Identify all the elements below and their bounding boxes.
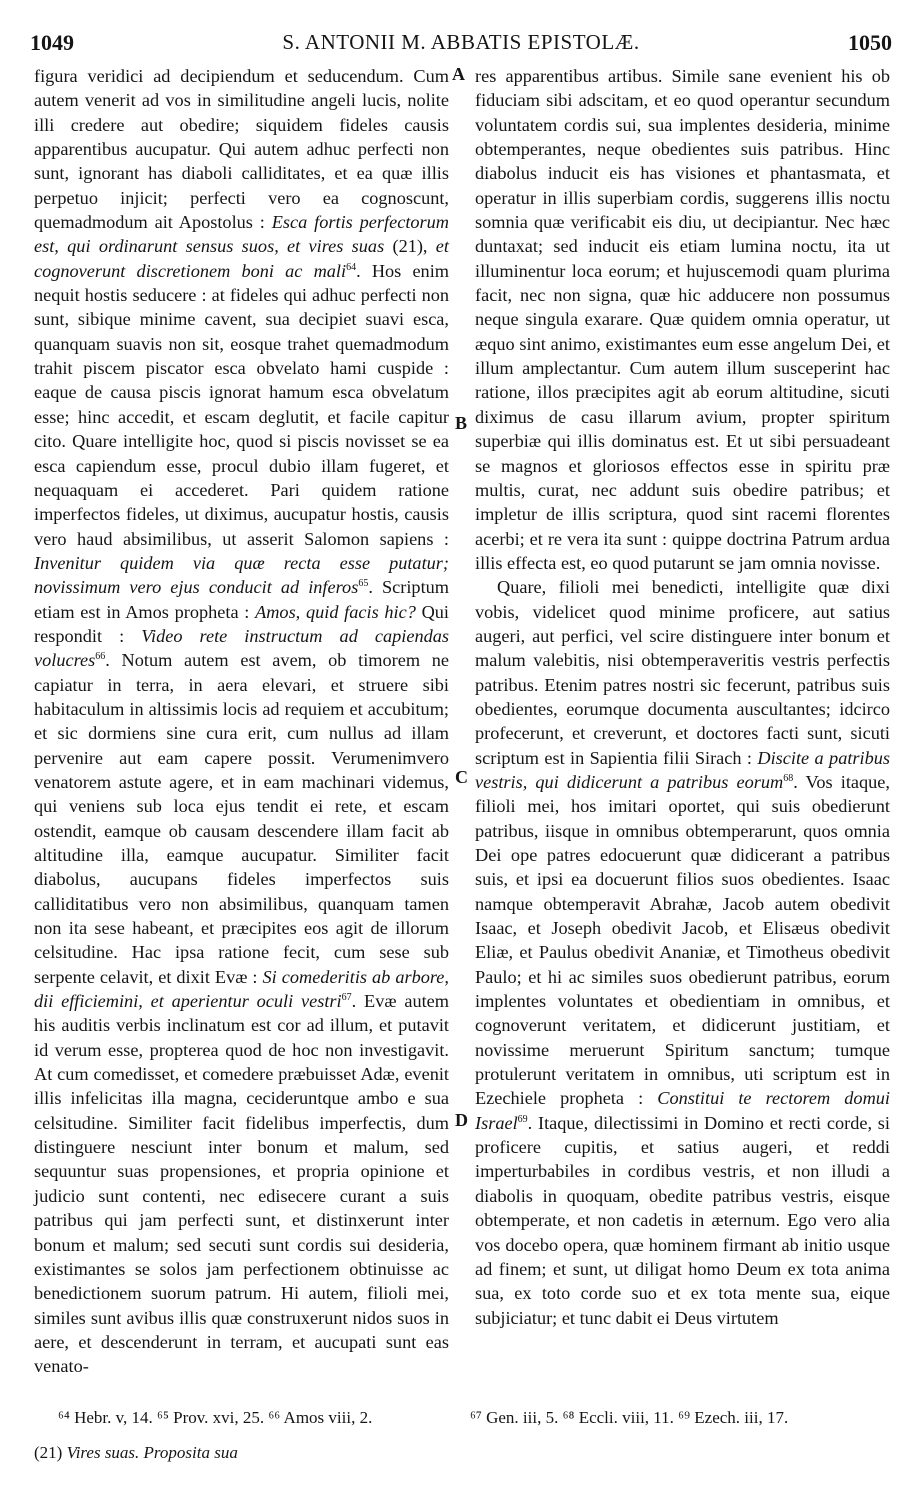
left-column	[34, 64, 449, 1379]
footnote-ref: 69	[517, 1113, 528, 1125]
footnotes-left: ⁶⁴ Hebr. v, 14. ⁶⁵ Prov. xvi, 25. ⁶⁶ Amos viii, 2.	[58, 1408, 373, 1427]
margin-letter-c: C	[455, 767, 468, 787]
running-title: S. ANTONII M. ABBATIS EPISTOLÆ.	[282, 30, 640, 54]
page-number-left: 1049	[30, 30, 74, 55]
editorial-note-text: Vires suas. Proposita sua	[66, 1443, 238, 1462]
footnote-ref: 66	[95, 651, 106, 663]
editorial-note-number: (21)	[34, 1443, 63, 1462]
footnote-ref: 67	[341, 991, 352, 1003]
margin-letter-d: D	[455, 1110, 468, 1130]
right-paragraph-1: res apparentibus artibus. Simile sane evenient his ob fiduciam sibi adscitam, et eo quod operantur secundum voluntatem cordis sui, sua implentes desideria, minime obtemperantes, neque obedientes suis patribus. Hinc diabolus inducit eis has visiones et phantasmata, et operatur in illis superbiam cordis, suggerens illis noctu somnia quæ verificabit eis diu, ut decipiantur. Nec hæc duntaxat; sed inducit eis etiam lumina noctu, ita ut illuminentur loca eorum; et hujuscemodi quam plurima facit, nec non signa, quæ hic adducere non possumus neque singula exarare. Quæ quidem omnia operatur, ut æquo sint animo, existimantes eum esse angelum Dei, et illum amplectantur. Cum autem illum susceperint hac ratione, illos præcipites agit ab eorum altitudine, sicuti diximus de casu illarum avium, propter spiritum superbiæ qui illis dominatus est. Et ut sibi persuadeant se magnos et gloriosos effectos esse in spiritu præ multis, curat, nec addunt suis obedire patribus; et impletur de illis scriptura, quod sint racemi florentes acerbi; et re vera ita sunt : quippe doctrina Patrum ardua illis effecta est, eo quod putarunt se jam omnia novisse.	[475, 66, 890, 573]
footnote-ref: 64	[346, 261, 357, 273]
quote: Video rete instructum ad capiendas volucres	[34, 625, 449, 671]
quote: Esca fortis perfectorum est, qui ordinarunt sensus suos, et vires suas	[34, 212, 450, 257]
quote: Constitui te rectorem domui Israel	[475, 1088, 890, 1133]
quote: et cognoverunt discretionem boni ac mali	[34, 236, 449, 281]
margin-letter-b: B	[455, 413, 468, 433]
right-column	[475, 64, 890, 1330]
quote: Invenitur quidem via quæ recta esse putatur; novissimum vero ejus conducit ad inferos	[34, 552, 449, 598]
footnote-ref: 65	[358, 578, 369, 590]
margin-letter-a: A	[452, 64, 465, 84]
quote: Amos, quid facis hic?	[255, 601, 416, 622]
right-paragraph-2: Quare, filioli mei benedicti, intelligite quæ dixi vobis, videlicet quod minime proficere, aut satius augeri, aut perfici, vel scire distinguere inter bonum et malum valebitis, nisi obtemperaveritis vestris perfectis patribus. Etenim patres nostri sic fecerunt, patribus suis obedientes, eorumque documenta auscultantes; idcirco profecerunt, et creverunt, et doctores facti sunt, sicuti scriptum est in Sapientia filii Sirach : Discite a patribus vestris, qui didicerunt a patribus eorum$^{68}$. Vos itaque, filioli mei, hos imitari oportet, qui suis obedierunt patribus, iisque in omnibus obtemperarunt, quos omnia Dei ope patres edocuerunt quæ didicerant a patribus suis, et ipsi ea docuerunt filios suos obedientes. Isaac namque obtemperavit Abrahæ, Jacob autem obedivit Isaac, et Joseph obedivit Jacob, et Elisæus obedivit Eliæ, et Paulus obedivit Ananiæ, et Timotheus obedivit Paulo; et hi ac similes suos obedierunt patribus, eorum implentes voluntates et obedientiam in omnibus, et cognoverunt veritatem, et didicerunt justitiam, et novissime meruerunt Spiritum sanctum; tumque protulerunt veritatem in omnibus, uti scriptum est in Ezechiele propheta : Constitui te rectorem domui Israel$^{69}$. Itaque, dilectissimi in Domino et recti corde, si proficere cupitis, et satius augeri, et reddi imperturbabiles in cordibus vestris, et non illudi a diabolis in quoquam, obedite patribus vestris, eisque obtemperate, et non cadetis in æternum. Ego vero alia vos docebo opera, quæ hominem firmant ab initio usque ad finem; et sunt, ut diligat homo Deum ex tota anima sua, ex toto corde suo et ex tota mente sua, eique subjiciatur; et tunc dabit ei Deus virtutem	[475, 577, 891, 1328]
editorial-note	[34, 1443, 238, 1463]
quote: Discite a patribus vestris, qui didicerunt a patribus eorum	[475, 747, 891, 792]
quote: Si comederitis ab arbore, dii efficiemini, et aperientur oculi vestri	[34, 966, 449, 1012]
footnotes-right: ⁶⁷ Gen. iii, 5. ⁶⁸ Eccli. viii, 11. ⁶⁹ Ezech. iii, 17.	[470, 1408, 789, 1427]
running-header	[30, 30, 892, 60]
footnote-ref: 68	[783, 772, 794, 784]
left-paragraph: figura veridici ad decipiendum et seducendum. Cum autem venerit ad vos in similitudine angeli lucis, nolite illi credere aut obedire; siquidem fideles causis apparentibus aucupatur. Qui autem adhuc perfecti non sunt, ignorant has diaboli calliditates, et ea quæ illis perpetuo injicit; perfecti vero ea cognoscunt, quemadmodum ait Apostolus : Esca fortis perfectorum est, qui ordinarunt sensus suos, et vires suas (21), et cognoverunt discretionem boni ac mali$^{64}$. Hos enim nequit hostis seducere : at fideles qui adhuc perfecti non sunt, sibique minime cavent, sua decipiet suavi esca, quanquam suavis non sit, eosque trahet quemadmodum trahit piscem piscator esca obvelato hami cuspide : eaque de causa piscis ignorat hamum esca obvelatum esse; hinc accedit, et escam deglutit, et facile capitur cito. Quare intelligite hoc, quod si piscis novisset se ea esca capiendum esse, procul dubio illam fugeret, et nequaquam ei accederet. Pari quidem ratione imperfectos fideles, ut diximus, aucupatur hostis, causis vero haud absimilibus, ut asserit Salomon sapiens : Invenitur quidem via quæ recta esse putatur; novissimum vero ejus conducit ad inferos$^{65}$. Scriptum etiam est in Amos propheta : Amos, quid facis hic? Qui respondit : Video rete instructum ad capiendas volucres$^{66}$. Notum autem est avem, ob timorem ne capiatur in terra, in aera elevari, et struere sibi habitaculum in altissimis locis ad requiem et accubitum; et sic dormiens sine cura erit, cum nullus ad illam pervenire aut eam capere possit. Verumenimvero venatorem astute agere, et in eam machinari videmus, qui veniens sub loca ejus tendit ei rete, et escam ostendit, eamque ob causam descendere illam facit ab altitudine illa, eamque aucupatur. Similiter facit diabolus, aucupans fideles imperfectos suis calliditatibus vero non absimilibus, quanquam tamen non ita sese habeant, et præcipites eos agit de illorum celsitudine. Hac ipsa ratione fecit, cum sese sub serpente celavit, et dixit Evæ : Si comederitis ab arbore, dii efficiemini, et aperientur oculi vestri$^{67}$. Evæ autem his auditis verbis inclinatum est cor ad illum, et putavit id verum esse, propterea quod de hoc non investigavit. At cum comedisset, et comedere præbuisset Adæ, evenit illis infelicitas illa magna, cecideruntque ambo e sua celsitudine. Similiter facit fidelibus imperfectis, dum distinguere nesciunt inter bonum et malum, sed sequuntur suas propensiones, et propria opinione et judicio sunt contenti, nec edisecere curant a suis patribus qui jam perfecti sunt, et distinxerunt inter bonum et malum; sed secuti sunt cordis sui desideria, existimantes se solos jam perfectionem obtinuisse ac benedictionem suorum patrum. Hi autem, filioli mei, similes sunt avibus illis quæ construxerunt nidos suos in aere, et descenderunt in terram, et aucupati sunt eas venato-	[34, 66, 450, 1377]
page-number-right: 1050	[848, 30, 892, 55]
